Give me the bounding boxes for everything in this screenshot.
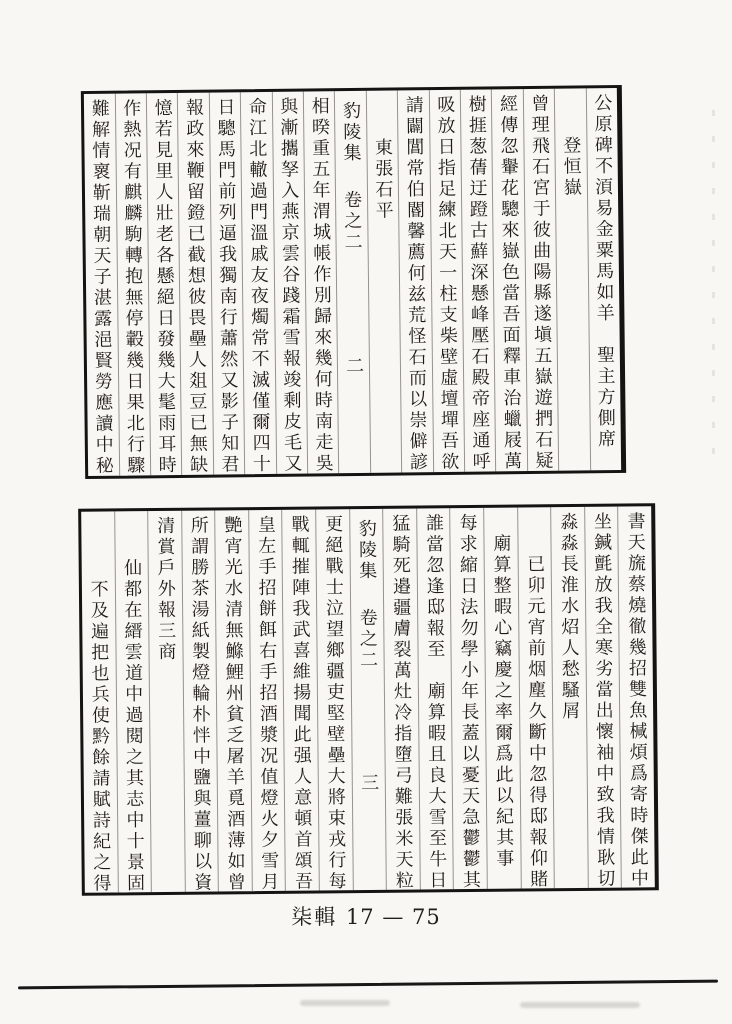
column-text: 命江北轍過門溫戚友夜燭常不滅僅爾四十 xyxy=(245,96,272,476)
text-column xyxy=(283,509,320,893)
text-column xyxy=(524,89,560,471)
text-column xyxy=(551,507,588,888)
poem-title: 東張石平 xyxy=(371,137,394,222)
text-column xyxy=(484,508,521,889)
text-column xyxy=(451,508,488,892)
text-column xyxy=(586,88,621,470)
column-text: 仙都在縉雲道中過閱之其志中十景固 xyxy=(120,558,146,895)
column-text: 淼淼長淮水炤人愁騷屑 xyxy=(557,511,581,723)
series-page-caption xyxy=(291,901,440,931)
text-column xyxy=(398,90,434,472)
column-text: 作熱况有麒麟駒轉抱無停轂幾日果北行驟 xyxy=(120,98,146,477)
column-text: 戰輒摧陣我武喜維揚聞此强人意頓首頌吾 xyxy=(288,514,314,893)
column-text: 曾理飛石宮于彼曲陽縣遂塡五嶽遊捫石疑 xyxy=(528,93,554,472)
text-column xyxy=(492,89,528,471)
text-column xyxy=(518,507,555,891)
column-text: 已卯元宵前烟塵久斷中忽得邸報仰賭 xyxy=(524,554,549,891)
text-column xyxy=(210,92,246,474)
column-text: 書天旒蔡燒徹幾招雙魚椷煩爲寄時傑此中 xyxy=(624,511,650,890)
series-label: 柒輯 xyxy=(291,905,338,929)
column-text: 每求縮日法勿學小年長蓋以憂天急鬱鬱其 xyxy=(456,512,482,892)
scan-smudge xyxy=(520,1002,640,1008)
scan-artifact-line xyxy=(18,980,718,990)
column-text: 吸放日指足練北天一柱支柴壁虛壇墠吾欲 xyxy=(434,94,460,474)
text-column xyxy=(429,90,465,472)
column-text: 廟算整暇心竊慶之率爾爲此以紀其事 xyxy=(490,533,515,870)
column-text: 憶若見里人壯老各懸絕日發幾大髦雨耳時 xyxy=(151,98,177,477)
text-column xyxy=(272,92,308,474)
text-column xyxy=(316,509,353,893)
text-column xyxy=(585,507,622,888)
text-column xyxy=(215,510,252,894)
column-text: 日驄馬門前列逼我獨南行蕭然又影子知君 xyxy=(214,97,240,476)
text-column xyxy=(178,93,214,475)
poem-title-column xyxy=(555,88,591,470)
series-number: 17 — 75 xyxy=(345,905,441,929)
text-column xyxy=(304,91,340,473)
column-text: 猛騎死邉疆膚裂萬灶冷指墮弓難張米天粒 xyxy=(389,513,414,892)
text-column xyxy=(148,511,185,892)
column-text: 誰當忽逢邸報至 廟算暇且良大雪至牛日 xyxy=(422,513,448,892)
column-text: 經傳忽轝花驄來嶽色當吾面釋車治蠟屐萬 xyxy=(496,94,523,473)
column-text: 所謂勝茶湯紙製燈輪朴怑中鹽與薑聊以資 xyxy=(187,515,213,894)
scan-edge-marks xyxy=(712,110,715,470)
text-column xyxy=(182,510,219,894)
text-column xyxy=(461,89,497,471)
column-text: 更絕戰士泣望鄉疆吏堅壁壘大將束戎行每 xyxy=(322,514,347,893)
text-column xyxy=(81,511,118,895)
scan-smudge xyxy=(300,1000,390,1006)
column-text: 相暌重五年渭城帳作別歸來幾何時南走吳 xyxy=(308,96,334,475)
column-text: 坐鍼氈放我全寒劣當出懷袖中致我情耿切 xyxy=(590,511,616,890)
bottom-page-columns xyxy=(81,506,655,895)
column-text: 皇左手招餅餌右手招酒漿况值燈火夕雪月 xyxy=(254,514,280,894)
banxin-centerfold-column xyxy=(335,91,371,473)
top-page-block xyxy=(81,85,626,479)
text-column xyxy=(241,92,277,474)
book-title: 豹陵集 xyxy=(355,518,378,583)
text-column xyxy=(84,94,120,476)
text-column xyxy=(619,506,655,890)
column-text: 請闢閶常伯閽馨薦何兹荒怪石而以崇僻諺 xyxy=(402,95,429,474)
column-text: 公原碑不湏易金粟馬如羊 聖主方側席 xyxy=(591,93,617,451)
column-text: 樹捱葱蒨迂蹬古蘚深懸峰壓石殿帝座通呼 xyxy=(465,94,491,473)
juan-number: 卷之二 xyxy=(356,607,379,672)
page-number: 二 xyxy=(342,355,365,378)
text-column xyxy=(417,508,454,892)
top-page-columns xyxy=(84,88,621,476)
column-text: 不及遍把也兵使黔餘請賦詩紀之得 xyxy=(87,579,112,895)
column-text: 報政來鞭留鐙已截想彼畏壘人爼豆已無缺 xyxy=(182,97,209,476)
column-text: 清賞戶外報三商 xyxy=(154,515,177,664)
poem-title: 登恒嶽 xyxy=(560,135,582,199)
banxin-centerfold-column xyxy=(350,509,387,890)
book-title: 豹陵集 xyxy=(339,100,362,165)
bottom-page-block xyxy=(78,503,659,896)
poem-title-column xyxy=(367,90,403,472)
column-text: 艷宵光水清無鰷鯉州貧乏屠羊覓酒薄如曾 xyxy=(221,515,246,894)
text-column xyxy=(115,511,152,895)
text-column xyxy=(115,93,151,475)
text-column xyxy=(383,509,420,890)
juan-number: 卷之二 xyxy=(341,189,363,254)
text-column xyxy=(147,93,183,475)
text-column xyxy=(249,510,286,894)
page-number: 三 xyxy=(358,772,380,795)
column-text: 與漸攜孥入燕京雲谷踐霜雪報竣剩皮毛又 xyxy=(277,96,303,475)
column-text: 難解情褱靳瑞朝天子湛露浥賢勞應讀中秘 xyxy=(88,98,114,477)
